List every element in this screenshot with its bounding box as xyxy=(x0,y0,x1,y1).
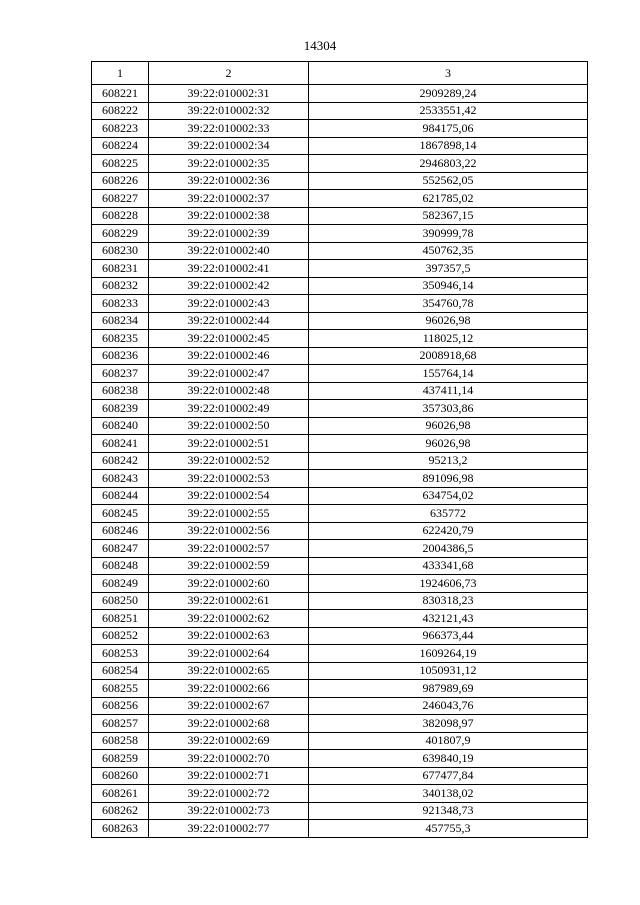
value-cell: 966373,44 xyxy=(309,627,588,645)
table-row xyxy=(92,400,588,418)
value-cell: 639840,19 xyxy=(309,750,588,768)
table-row xyxy=(92,277,588,295)
cadastral-number-cell: 39:22:010002:66 xyxy=(149,680,309,698)
row-number-cell: 608251 xyxy=(92,610,149,628)
table-row xyxy=(92,85,588,103)
table-row xyxy=(92,732,588,750)
value-cell: 155764,14 xyxy=(309,365,588,383)
cadastral-number-cell: 39:22:010002:31 xyxy=(149,85,309,103)
row-number-cell: 608252 xyxy=(92,627,149,645)
value-cell: 96026,98 xyxy=(309,417,588,435)
table-row xyxy=(92,172,588,190)
row-number-cell: 608231 xyxy=(92,260,149,278)
row-number-cell: 608227 xyxy=(92,190,149,208)
row-number-cell: 608239 xyxy=(92,400,149,418)
table-row xyxy=(92,522,588,540)
value-cell: 2533551,42 xyxy=(309,102,588,120)
table-row xyxy=(92,137,588,155)
cadastral-number-cell: 39:22:010002:53 xyxy=(149,470,309,488)
row-number-cell: 608256 xyxy=(92,697,149,715)
row-number-cell: 608232 xyxy=(92,277,149,295)
table-row xyxy=(92,750,588,768)
cadastral-number-cell: 39:22:010002:43 xyxy=(149,295,309,313)
table-row xyxy=(92,697,588,715)
row-number-cell: 608242 xyxy=(92,452,149,470)
row-number-cell: 608250 xyxy=(92,592,149,610)
row-number-cell: 608255 xyxy=(92,680,149,698)
cadastral-number-cell: 39:22:010002:42 xyxy=(149,277,309,295)
page-number: 14304 xyxy=(303,38,337,53)
row-number-cell: 608229 xyxy=(92,225,149,243)
row-number-cell: 608235 xyxy=(92,330,149,348)
row-number-cell: 608260 xyxy=(92,767,149,785)
cadastral-number-cell: 39:22:010002:77 xyxy=(149,820,309,838)
value-cell: 401807,9 xyxy=(309,732,588,750)
row-number-cell: 608236 xyxy=(92,347,149,365)
row-number-cell: 608254 xyxy=(92,662,149,680)
table-body xyxy=(92,85,588,838)
cadastral-number-cell: 39:22:010002:52 xyxy=(149,452,309,470)
row-number-cell: 608262 xyxy=(92,802,149,820)
value-cell: 2004386,5 xyxy=(309,540,588,558)
value-cell: 96026,98 xyxy=(309,435,588,453)
cadastral-number-cell: 39:22:010002:55 xyxy=(149,505,309,523)
cadastral-number-cell: 39:22:010002:54 xyxy=(149,487,309,505)
row-number-cell: 608238 xyxy=(92,382,149,400)
table-row xyxy=(92,295,588,313)
table-row xyxy=(92,102,588,120)
value-cell: 2946803,22 xyxy=(309,155,588,173)
table-row xyxy=(92,645,588,663)
row-number-cell: 608228 xyxy=(92,207,149,225)
value-cell: 582367,15 xyxy=(309,207,588,225)
row-number-cell: 608258 xyxy=(92,732,149,750)
table-row xyxy=(92,382,588,400)
value-cell: 96026,98 xyxy=(309,312,588,330)
value-cell: 921348,73 xyxy=(309,802,588,820)
value-cell: 984175,06 xyxy=(309,120,588,138)
cadastral-number-cell: 39:22:010002:69 xyxy=(149,732,309,750)
value-cell: 118025,12 xyxy=(309,330,588,348)
value-cell: 433341,68 xyxy=(309,557,588,575)
value-cell: 2008918,68 xyxy=(309,347,588,365)
row-number-cell: 608237 xyxy=(92,365,149,383)
row-number-cell: 608230 xyxy=(92,242,149,260)
table-row xyxy=(92,540,588,558)
cadastral-number-cell: 39:22:010002:70 xyxy=(149,750,309,768)
value-cell: 382098,97 xyxy=(309,715,588,733)
value-cell: 246043,76 xyxy=(309,697,588,715)
cadastral-number-cell: 39:22:010002:63 xyxy=(149,627,309,645)
table-row xyxy=(92,767,588,785)
table-row xyxy=(92,680,588,698)
value-cell: 397357,5 xyxy=(309,260,588,278)
cadastral-number-cell: 39:22:010002:56 xyxy=(149,522,309,540)
value-cell: 891096,98 xyxy=(309,470,588,488)
value-cell: 634754,02 xyxy=(309,487,588,505)
row-number-cell: 608245 xyxy=(92,505,149,523)
table-row xyxy=(92,715,588,733)
table-row xyxy=(92,592,588,610)
column-header-3: 3 xyxy=(309,62,588,85)
cadastral-number-cell: 39:22:010002:72 xyxy=(149,785,309,803)
cadastral-number-cell: 39:22:010002:45 xyxy=(149,330,309,348)
table-row xyxy=(92,207,588,225)
value-cell: 2909289,24 xyxy=(309,85,588,103)
cadastral-number-cell: 39:22:010002:59 xyxy=(149,557,309,575)
value-cell: 1050931,12 xyxy=(309,662,588,680)
row-number-cell: 608259 xyxy=(92,750,149,768)
cadastral-number-cell: 39:22:010002:35 xyxy=(149,155,309,173)
row-number-cell: 608247 xyxy=(92,540,149,558)
row-number-cell: 608241 xyxy=(92,435,149,453)
table-row xyxy=(92,610,588,628)
value-cell: 390999,78 xyxy=(309,225,588,243)
value-cell: 432121,43 xyxy=(309,610,588,628)
table-row xyxy=(92,260,588,278)
table-row xyxy=(92,802,588,820)
row-number-cell: 608253 xyxy=(92,645,149,663)
row-number-cell: 608263 xyxy=(92,820,149,838)
cadastral-number-cell: 39:22:010002:57 xyxy=(149,540,309,558)
table-row xyxy=(92,785,588,803)
row-number-cell: 608225 xyxy=(92,155,149,173)
cadastral-number-cell: 39:22:010002:62 xyxy=(149,610,309,628)
cadastral-number-cell: 39:22:010002:44 xyxy=(149,312,309,330)
header-row xyxy=(92,62,588,85)
table-row xyxy=(92,575,588,593)
cadastral-number-cell: 39:22:010002:49 xyxy=(149,400,309,418)
table-row xyxy=(92,820,588,838)
value-cell: 354760,78 xyxy=(309,295,588,313)
row-number-cell: 608249 xyxy=(92,575,149,593)
cadastral-number-cell: 39:22:010002:33 xyxy=(149,120,309,138)
cadastral-number-cell: 39:22:010002:40 xyxy=(149,242,309,260)
value-cell: 1609264,19 xyxy=(309,645,588,663)
table-row xyxy=(92,662,588,680)
table-row xyxy=(92,347,588,365)
row-number-cell: 608261 xyxy=(92,785,149,803)
value-cell: 357303,86 xyxy=(309,400,588,418)
cadastral-number-cell: 39:22:010002:47 xyxy=(149,365,309,383)
cadastral-number-cell: 39:22:010002:39 xyxy=(149,225,309,243)
value-cell: 987989,69 xyxy=(309,680,588,698)
value-cell: 635772 xyxy=(309,505,588,523)
value-cell: 350946,14 xyxy=(309,277,588,295)
table-row xyxy=(92,452,588,470)
table-row xyxy=(92,557,588,575)
cadastral-number-cell: 39:22:010002:61 xyxy=(149,592,309,610)
cadastral-number-cell: 39:22:010002:34 xyxy=(149,137,309,155)
cadastral-number-cell: 39:22:010002:64 xyxy=(149,645,309,663)
value-cell: 1867898,14 xyxy=(309,137,588,155)
row-number-cell: 608222 xyxy=(92,102,149,120)
value-cell: 1924606,73 xyxy=(309,575,588,593)
value-cell: 677477,84 xyxy=(309,767,588,785)
cadastral-number-cell: 39:22:010002:48 xyxy=(149,382,309,400)
table-row xyxy=(92,470,588,488)
table-row xyxy=(92,505,588,523)
row-number-cell: 608224 xyxy=(92,137,149,155)
table-row xyxy=(92,487,588,505)
cadastral-number-cell: 39:22:010002:73 xyxy=(149,802,309,820)
value-cell: 450762,35 xyxy=(309,242,588,260)
cadastral-number-cell: 39:22:010002:38 xyxy=(149,207,309,225)
table-row xyxy=(92,190,588,208)
cadastral-number-cell: 39:22:010002:60 xyxy=(149,575,309,593)
value-cell: 622420,79 xyxy=(309,522,588,540)
cadastral-number-cell: 39:22:010002:68 xyxy=(149,715,309,733)
value-cell: 95213,2 xyxy=(309,452,588,470)
row-number-cell: 608257 xyxy=(92,715,149,733)
cadastral-number-cell: 39:22:010002:67 xyxy=(149,697,309,715)
table-row xyxy=(92,435,588,453)
row-number-cell: 608221 xyxy=(92,85,149,103)
cadastral-number-cell: 39:22:010002:51 xyxy=(149,435,309,453)
cadastral-number-cell: 39:22:010002:32 xyxy=(149,102,309,120)
row-number-cell: 608243 xyxy=(92,470,149,488)
value-cell: 340138,02 xyxy=(309,785,588,803)
table-row xyxy=(92,225,588,243)
value-cell: 457755,3 xyxy=(309,820,588,838)
cadastral-number-cell: 39:22:010002:50 xyxy=(149,417,309,435)
table-row xyxy=(92,312,588,330)
table-row xyxy=(92,155,588,173)
row-number-cell: 608223 xyxy=(92,120,149,138)
table-row xyxy=(92,627,588,645)
column-header-2: 2 xyxy=(149,62,309,85)
table-row xyxy=(92,242,588,260)
row-number-cell: 608226 xyxy=(92,172,149,190)
data-table xyxy=(91,61,588,838)
row-number-cell: 608244 xyxy=(92,487,149,505)
cadastral-number-cell: 39:22:010002:71 xyxy=(149,767,309,785)
cadastral-number-cell: 39:22:010002:37 xyxy=(149,190,309,208)
cadastral-number-cell: 39:22:010002:36 xyxy=(149,172,309,190)
column-header-1: 1 xyxy=(92,62,149,85)
row-number-cell: 608248 xyxy=(92,557,149,575)
table-row xyxy=(92,120,588,138)
value-cell: 552562,05 xyxy=(309,172,588,190)
row-number-cell: 608233 xyxy=(92,295,149,313)
cadastral-number-cell: 39:22:010002:46 xyxy=(149,347,309,365)
cadastral-number-cell: 39:22:010002:65 xyxy=(149,662,309,680)
row-number-cell: 608234 xyxy=(92,312,149,330)
value-cell: 830318,23 xyxy=(309,592,588,610)
value-cell: 437411,14 xyxy=(309,382,588,400)
table-row xyxy=(92,417,588,435)
cadastral-number-cell: 39:22:010002:41 xyxy=(149,260,309,278)
row-number-cell: 608246 xyxy=(92,522,149,540)
row-number-cell: 608240 xyxy=(92,417,149,435)
table-row xyxy=(92,365,588,383)
value-cell: 621785,02 xyxy=(309,190,588,208)
table-row xyxy=(92,330,588,348)
